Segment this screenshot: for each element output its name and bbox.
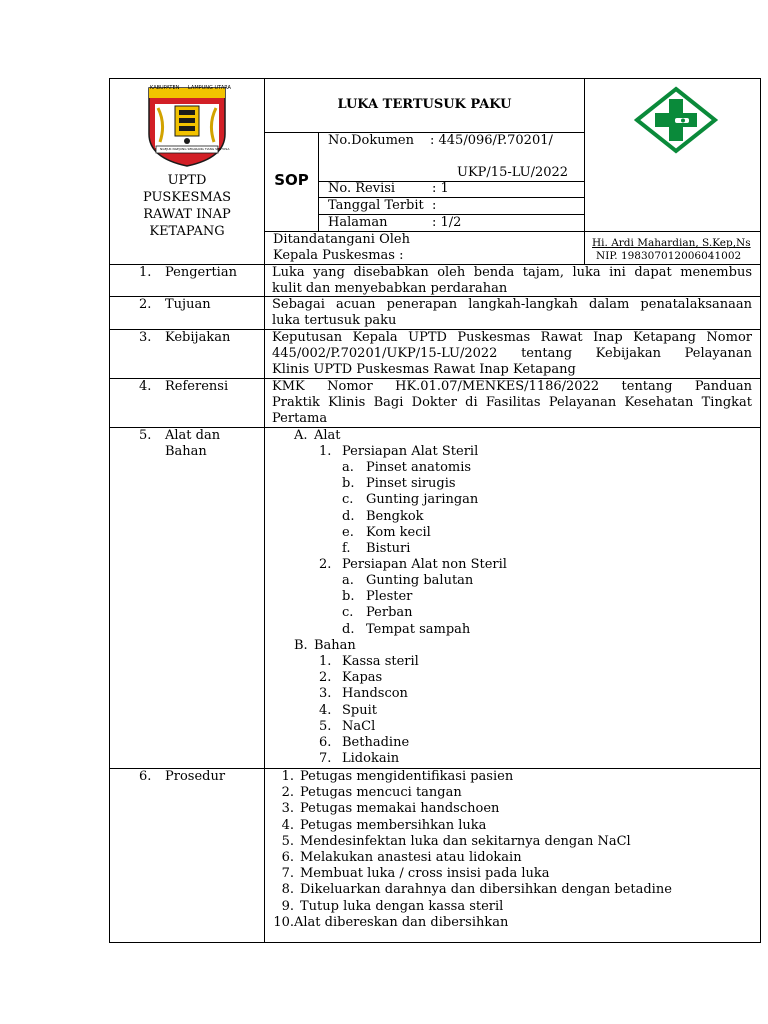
list-marker: 3.: [281, 801, 294, 817]
puskesmas-health-logo: [634, 86, 718, 154]
border-right: [760, 78, 761, 943]
bahan-b-marker: B.: [294, 638, 308, 653]
list-marker: 6.: [319, 735, 332, 751]
list-item: [342, 492, 478, 508]
list-marker: 4.: [319, 702, 332, 718]
pengertian-line-1: Luka yang disebabkan oleh benda tajam, luka ini dapat menembus: [272, 265, 752, 280]
non-steril-list: [342, 573, 473, 638]
signatory-nip: NIP. 198307012006041002: [596, 250, 742, 262]
list-item: [342, 525, 478, 541]
list-text: Spuit: [342, 702, 377, 718]
list-text: Dikeluarkan darahnya dan dibersihkan dengan betadine: [300, 882, 672, 898]
institution-line-1: UPTD: [167, 173, 207, 188]
list-text: Lidokain: [342, 751, 400, 767]
list-marker: d.: [342, 508, 355, 524]
list-marker: 10.: [273, 914, 294, 930]
header-col-divider: [584, 78, 585, 264]
list-text: Petugas mengidentifikasi pasien: [300, 769, 514, 784]
kebijakan-line-3: Klinis UPTD Puskesmas Rawat Inap Ketapang: [272, 362, 576, 377]
referensi-number: 4.: [139, 379, 152, 394]
issue-date-label: Tanggal Terbit: [328, 198, 424, 213]
list-text: Gunting balutan: [366, 573, 474, 588]
signed-by-line-1: Ditandatangani Oleh: [273, 232, 410, 247]
list-text: Pinset sirugis: [366, 476, 456, 492]
col-divider: [264, 78, 265, 943]
kabupaten-lampung-utara-emblem: [146, 84, 228, 168]
list-item: [272, 801, 672, 817]
list-text: Kassa steril: [342, 654, 419, 669]
list-text: Mendesinfektan luka dan sekitarnya dengan NaCl: [300, 833, 631, 849]
alat-number: 5.: [139, 428, 152, 443]
kebijakan-line-1: Keputusan Kepala UPTD Puskesmas Rawat Inap Ketapang Nomor: [272, 330, 752, 345]
list-marker: 5.: [281, 833, 294, 849]
list-text: NaCl: [342, 718, 376, 734]
alat-label-line-1: Alat dan: [165, 428, 221, 443]
list-marker: 6.: [281, 850, 294, 866]
list-marker: 7.: [281, 866, 294, 882]
list-item: [272, 818, 672, 834]
list-marker: e.: [342, 524, 354, 540]
emblem-banner-right: LAMPUNG UTARA: [188, 85, 231, 91]
kebijakan-label: Kebijakan: [165, 330, 231, 345]
tujuan-label: Tujuan: [165, 297, 211, 312]
list-item: [319, 719, 419, 735]
list-marker: 2.: [319, 670, 332, 686]
list-marker: 4.: [281, 817, 294, 833]
prosedur-number: 6.: [139, 769, 152, 784]
list-text: Bengkok: [366, 508, 424, 524]
list-marker: c.: [342, 605, 354, 621]
list-text: Melakukan anastesi atau lidokain: [300, 850, 522, 866]
list-item: [272, 850, 672, 866]
signed-by-line-2: Kepala Puskesmas :: [273, 248, 404, 263]
list-text: Handscon: [342, 686, 408, 702]
emblem-ribbon-text: NGEJUK NGEJUNG SEKARANG TIANG SENTOSA: [160, 147, 230, 151]
issue-date-value: :: [432, 198, 437, 213]
list-text: Kom kecil: [366, 524, 431, 540]
list-item: [319, 670, 419, 686]
list-item: [272, 785, 672, 801]
sop-title: LUKA TERTUSUK PAKU: [337, 97, 512, 112]
list-item: [342, 541, 478, 557]
doc-number-value-2: UKP/15-LU/2022: [457, 165, 569, 180]
list-marker: 8.: [281, 882, 294, 898]
doc-number-label: No.Dokumen: [328, 133, 414, 148]
list-item: [319, 686, 419, 702]
referensi-label: Referensi: [165, 379, 229, 394]
bahan-b-title: Bahan: [314, 638, 356, 653]
list-marker: d.: [342, 621, 355, 637]
list-marker: 2.: [281, 785, 294, 801]
list-marker: 3.: [319, 686, 332, 702]
list-item: [319, 751, 419, 767]
revision-label: No. Revisi: [328, 181, 396, 196]
signatory-name: Hi. Ardi Mahardian, S.Kep,Ns: [592, 237, 751, 249]
list-marker: 7.: [319, 751, 332, 767]
revision-value: : 1: [432, 181, 449, 196]
list-text: Plester: [366, 589, 413, 605]
list-item: [342, 476, 478, 492]
list-item: [319, 703, 419, 719]
border-top: [109, 78, 761, 79]
page-value: : 1/2: [432, 215, 462, 230]
page-label: Halaman: [328, 215, 388, 230]
prosedur-steps: [272, 769, 672, 931]
prosedur-label: Prosedur: [165, 769, 226, 784]
alat-label-line-2: Bahan: [165, 444, 207, 459]
list-marker: c.: [342, 492, 354, 508]
pengertian-number: 1.: [139, 265, 152, 280]
list-item: [342, 573, 473, 589]
list-item: [342, 460, 478, 476]
list-item: [342, 589, 473, 605]
list-item: [342, 509, 478, 525]
list-marker: 1.: [281, 769, 294, 784]
list-marker: 1.: [319, 654, 332, 669]
list-text: Petugas membersihkan luka: [300, 817, 487, 833]
list-text: Kapas: [342, 670, 383, 686]
list-item: [342, 605, 473, 621]
referensi-line-1: KMK Nomor HK.01.07/MENKES/1186/2022 tentang Panduan: [272, 379, 752, 394]
list-item: [272, 769, 672, 785]
institution-line-3: RAWAT INAP: [143, 207, 231, 222]
non-steril-title: Persiapan Alat non Steril: [342, 557, 507, 572]
list-text: Petugas memakai handschoen: [300, 801, 500, 817]
bahan-list: [319, 654, 419, 767]
list-marker: 5.: [319, 718, 332, 734]
steril-list: [342, 460, 478, 557]
list-marker: a.: [342, 573, 354, 588]
tujuan-line-1: Sebagai acuan penerapan langkah-langkah dalam penatalaksanaan: [272, 297, 752, 312]
pengertian-line-2: kulit dan menyebabkan perdarahan: [272, 281, 508, 296]
list-text: Gunting jaringan: [366, 492, 479, 508]
border-bottom: [109, 942, 761, 943]
list-marker: b.: [342, 589, 355, 605]
list-text: Bisturi: [366, 541, 411, 557]
list-text: Tutup luka dengan kassa steril: [300, 898, 504, 914]
list-marker: a.: [342, 460, 354, 475]
list-text: Alat dibereskan dan dibersihkan: [294, 914, 509, 930]
list-item: [272, 834, 672, 850]
list-text: Perban: [366, 605, 413, 621]
alat-a-marker: A.: [294, 428, 308, 443]
referensi-line-3: Pertama: [272, 411, 328, 426]
institution-line-4: KETAPANG: [149, 224, 225, 239]
tujuan-line-2: luka tertusuk paku: [272, 313, 397, 328]
list-item: [272, 866, 672, 882]
list-item: [272, 899, 672, 915]
list-marker: f.: [342, 541, 351, 557]
list-item: [272, 882, 672, 898]
list-text: Membuat luka / cross insisi pada luka: [300, 866, 550, 882]
doc-number-value: : 445/096/P.70201/: [430, 133, 553, 148]
list-marker: 9.: [281, 898, 294, 914]
pengertian-label: Pengertian: [165, 265, 237, 280]
non-steril-marker: 2.: [319, 557, 332, 572]
kebijakan-line-2: 445/002/P.70201/UKP/15-LU/2022 tentang Kebijakan Pelayanan: [272, 346, 752, 361]
list-item: [319, 735, 419, 751]
sop-label: SOP: [274, 171, 309, 189]
kebijakan-number: 3.: [139, 330, 152, 345]
list-marker: b.: [342, 476, 355, 492]
institution-name: [110, 172, 264, 240]
emblem-banner-left: KABUPATEN: [150, 85, 180, 91]
list-text: Pinset anatomis: [366, 460, 472, 475]
steril-marker: 1.: [319, 444, 332, 459]
list-item: [342, 622, 473, 638]
list-item: [319, 654, 419, 670]
tujuan-number: 2.: [139, 297, 152, 312]
list-item: [272, 915, 672, 931]
alat-a-title: Alat: [314, 428, 341, 443]
list-text: Bethadine: [342, 735, 410, 751]
list-text: Tempat sampah: [366, 621, 471, 637]
institution-line-2: PUSKESMAS: [142, 190, 232, 205]
list-text: Petugas mencuci tangan: [300, 785, 462, 801]
referensi-line-2: Praktik Klinis Bagi Dokter di Fasilitas Pelayanan Kesehatan Tingkat: [272, 395, 752, 410]
steril-title: Persiapan Alat Steril: [342, 444, 479, 459]
